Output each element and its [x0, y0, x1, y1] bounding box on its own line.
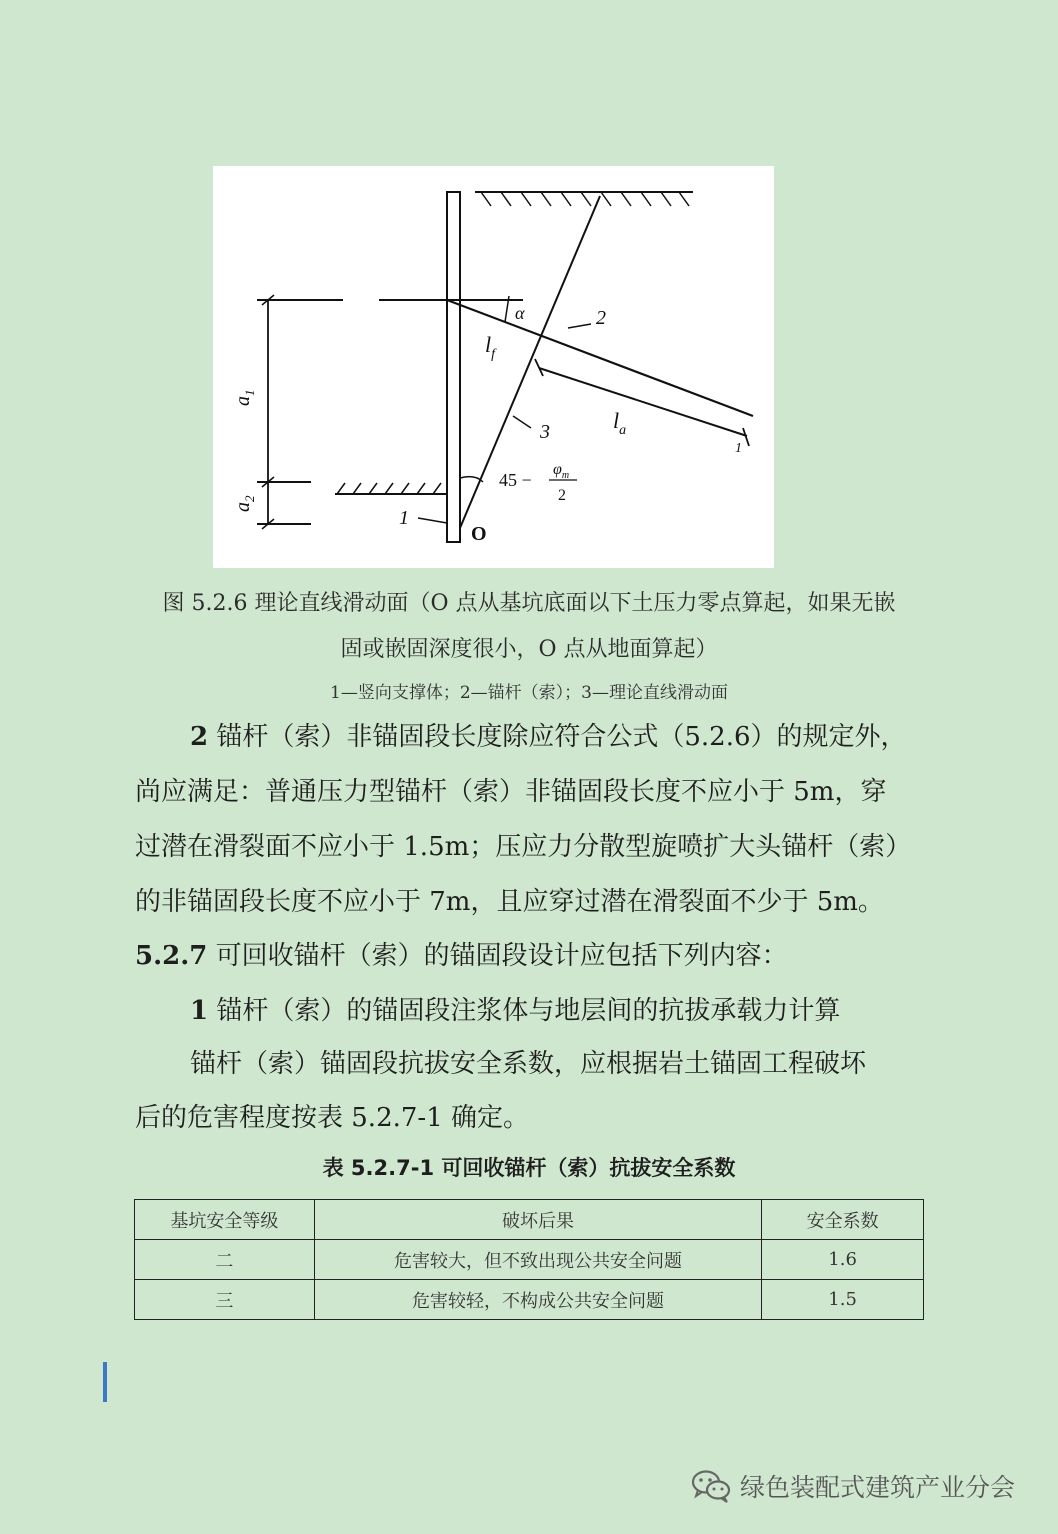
wechat-icon	[690, 1468, 732, 1504]
label-1b: 1	[735, 441, 742, 456]
table-header-cell: 破坏后果	[314, 1200, 761, 1240]
paragraph-2-line3: 过潜在滑裂面不应小于 1.5m；压应力分散型旋喷扩大头锚杆（索）	[135, 832, 912, 862]
figure-caption-line1: 图 5.2.6 理论直线滑动面（O 点从基坑底面以下土压力零点算起，如果无嵌	[162, 591, 896, 616]
watermark-text: 绿色装配式建筑产业分会	[740, 1473, 1016, 1502]
safety-factor-table	[134, 1199, 924, 1320]
label-2: 2	[596, 307, 606, 329]
paragraph-2-line2: 尚应满足：普通压力型锚杆（索）非锚固段长度不应小于 5m，穿	[135, 777, 887, 807]
table-title: 表 5.2.7-1 可回收锚杆（索）抗拔安全系数	[322, 1156, 736, 1180]
table-row	[135, 1280, 924, 1320]
table-header-cell: 安全系数	[762, 1200, 924, 1240]
figure-legend: 1—竖向支撑体；2—锚杆（索）；3—理论直线滑动面	[330, 683, 728, 703]
table-row	[135, 1240, 924, 1280]
table-cell: 二	[135, 1240, 315, 1280]
table-cell: 三	[135, 1280, 315, 1320]
table-cell: 危害较轻，不构成公共安全问题	[314, 1280, 761, 1320]
paragraph-2-line1: 2 锚杆（索）非锚固段长度除应符合公式（5.2.6）的规定外，	[190, 722, 907, 752]
la-label: $l_a$	[613, 408, 627, 438]
point-o-label: O	[471, 523, 487, 545]
phi-label: $\varphi_m$	[553, 461, 570, 481]
text-cursor-bar	[103, 1362, 107, 1402]
table-cell: 1.5	[762, 1280, 924, 1320]
table-cell: 危害较大，但不致出现公共安全问题	[314, 1240, 761, 1280]
figure-caption-line2: 固或嵌固深度很小，O 点从地面算起）	[340, 637, 718, 662]
svg-text:a1: $a_1$	[232, 389, 257, 406]
section-527-heading: 5.2.7 可回收锚杆（索）的锚固段设计应包括下列内容：	[135, 941, 788, 971]
figure-diagram	[213, 166, 774, 568]
watermark	[690, 1466, 1015, 1506]
table-cell: 1.6	[762, 1240, 924, 1280]
svg-text:a2: $a_2$	[232, 495, 257, 512]
item-1: 1 锚杆（索）的锚固段注浆体与地层间的抗拔承载力计算	[190, 996, 841, 1026]
label-1: 1	[399, 507, 409, 529]
ground-hatch-top	[481, 192, 689, 206]
label-3: 3	[540, 421, 550, 443]
ground-hatch-bottom	[337, 483, 441, 494]
paragraph-safety-line1: 锚杆（索）锚固段抗拔安全系数，应根据岩土锚固工程破坏	[190, 1049, 867, 1079]
table-header-row	[135, 1200, 924, 1240]
fraction-denominator: 2	[558, 487, 566, 504]
paragraph-safety-line2: 后的危害程度按表 5.2.7-1 确定。	[135, 1103, 530, 1133]
sliding-surface-diagram	[213, 166, 774, 568]
vertical-support	[447, 192, 460, 542]
paragraph-2-line4: 的非锚固段长度不应小于 7m，且应穿过潜在滑裂面不少于 5m。	[135, 887, 884, 917]
a1-label	[232, 390, 257, 407]
lf-label: $l_f$	[485, 332, 496, 362]
a2-label	[232, 495, 257, 512]
alpha-label: α	[515, 303, 525, 323]
table-header-cell: 基坑安全等级	[135, 1200, 315, 1240]
angle-label: 45 −	[499, 470, 532, 490]
